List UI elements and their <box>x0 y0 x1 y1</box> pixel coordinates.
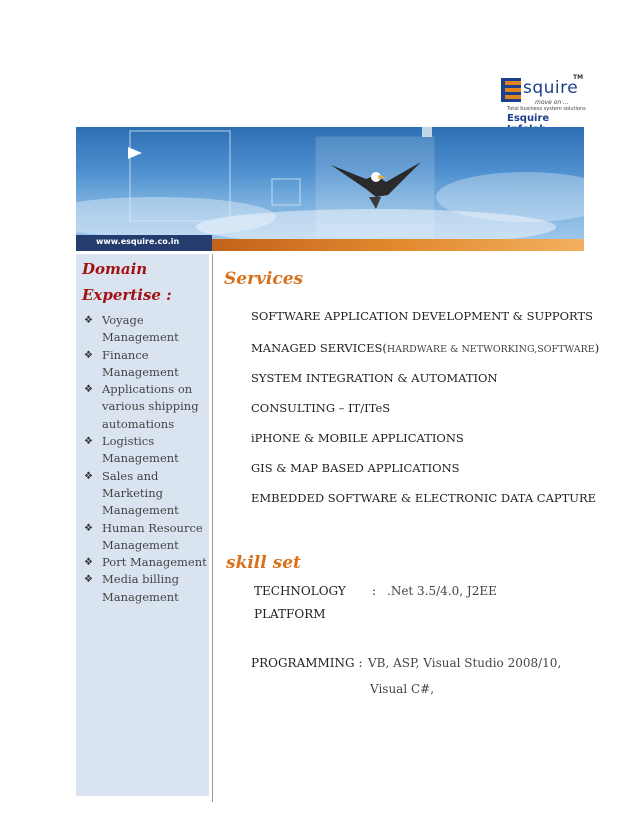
list-item: ❖ Finance Management <box>84 347 179 379</box>
diamond-bullet-icon: ❖ <box>84 384 93 396</box>
banner-artwork <box>76 127 584 251</box>
technology-separator: : <box>372 584 377 598</box>
service-item: SOFTWARE APPLICATION DEVELOPMENT & SUPPORTS <box>251 309 594 323</box>
header-banner-image <box>76 127 584 251</box>
list-item: ❖ Applications on various shipping automations <box>84 382 199 431</box>
logo-tagline: Total business system solutions <box>507 106 586 112</box>
programming-value-line1: VB, ASP, Visual Studio 2008/10, <box>368 656 562 670</box>
logo-e-mark <box>501 78 521 102</box>
technology-value: .Net 3.5/4.0, J2EE <box>387 584 497 598</box>
service-item: CONSULTING – IT/ITeS <box>251 401 391 415</box>
list-item: ❖ Voyage Management <box>84 313 179 345</box>
platform-label: PLATFORM <box>254 607 326 621</box>
sidebar-title-expertise: Expertise : <box>82 286 172 304</box>
list-item: ❖ Port Management <box>84 554 209 571</box>
diamond-bullet-icon: ❖ <box>84 557 93 569</box>
service-item: EMBEDDED SOFTWARE & ELECTRONIC DATA CAPTURE <box>251 491 597 505</box>
logo-company-name: Esquire <box>507 113 550 124</box>
diamond-bullet-icon: ❖ <box>84 436 93 448</box>
domain-expertise-sidebar <box>76 254 209 796</box>
technology-label: TECHNOLOGY <box>254 584 346 598</box>
diamond-bullet-icon: ❖ <box>84 349 93 361</box>
logo-motto: move on ... <box>535 99 569 106</box>
vertical-divider <box>212 254 213 802</box>
sidebar-title-domain: Domain <box>82 260 148 278</box>
services-heading: Services <box>224 269 304 289</box>
diamond-bullet-icon: ❖ <box>84 315 93 326</box>
banner-website-url[interactable]: www.esquire.co.in <box>96 237 180 246</box>
programming-label: PROGRAMMING : <box>251 656 363 670</box>
service-item: iPHONE & MOBILE APPLICATIONS <box>251 431 464 445</box>
list-item: ❖ Human Resource Management <box>84 520 203 552</box>
programming-value-line2: Visual C#, <box>370 682 435 696</box>
diamond-bullet-icon: ❖ <box>84 522 93 534</box>
banner-orange-stripe <box>212 239 584 251</box>
list-item: ❖ Media billing Management <box>84 572 179 604</box>
arrow-icon <box>128 147 142 159</box>
logo-word: squire <box>523 78 579 98</box>
diamond-bullet-icon: ❖ <box>84 574 93 586</box>
service-item: SYSTEM INTEGRATION & AUTOMATION <box>251 371 498 385</box>
list-item: ❖ Logistics Management <box>84 434 179 466</box>
skill-set-heading: skill set <box>226 553 301 573</box>
company-logo <box>501 74 587 126</box>
logo-trademark: TM <box>573 74 584 81</box>
list-item: ❖ Sales and Marketing Management <box>84 468 179 518</box>
service-item: GIS & MAP BASED APPLICATIONS <box>251 461 460 475</box>
service-item: MANAGED SERVICES(HARDWARE & NETWORKING,SOFTWARE) <box>251 341 600 355</box>
expertise-list <box>84 312 209 606</box>
diamond-bullet-icon: ❖ <box>84 470 93 482</box>
